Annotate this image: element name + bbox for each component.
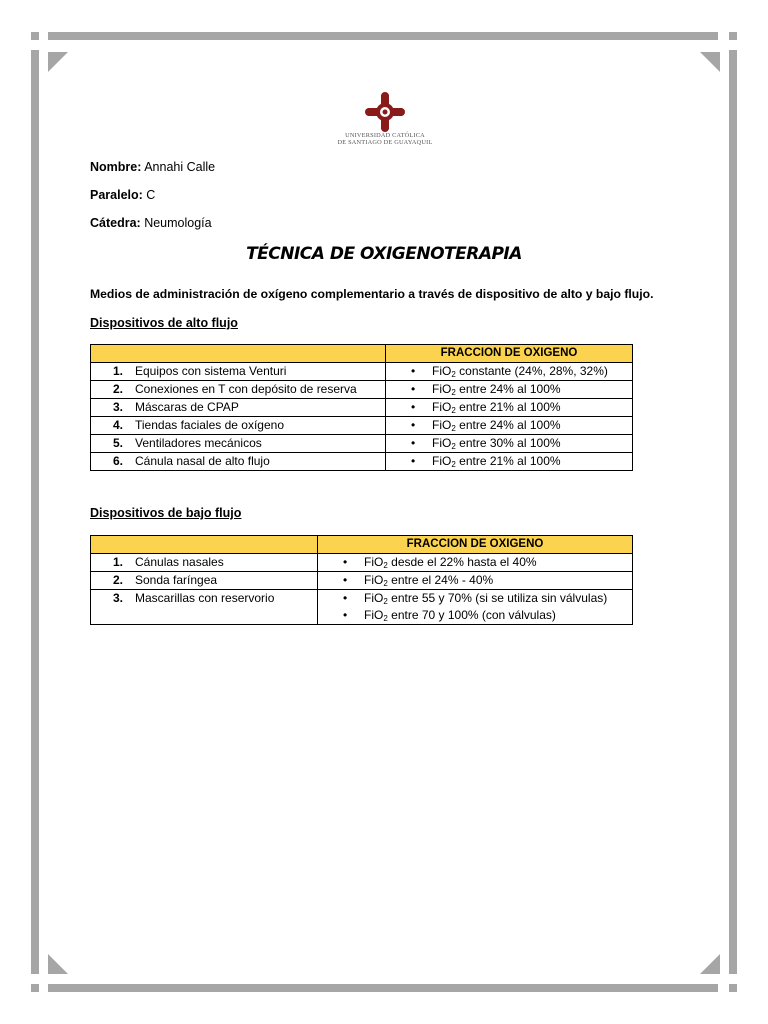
frame-triangle-tr — [700, 52, 720, 72]
fio-subscript: 2 — [383, 561, 388, 570]
fraction-cell — [386, 399, 633, 417]
fio-prefix: FiO — [432, 400, 452, 414]
fio-prefix: FiO — [432, 364, 452, 378]
document-title: TÉCNICA DE OXIGENOTERAPIA — [246, 244, 522, 264]
table-row — [91, 554, 633, 572]
fio-text: entre 21% al 100% — [459, 454, 561, 468]
fio-subscript: 2 — [451, 406, 456, 415]
table-row — [91, 381, 633, 399]
bullet-icon: • — [411, 400, 416, 414]
fraction-cell — [318, 554, 633, 572]
frame-bottom — [48, 984, 718, 992]
university-logo — [330, 92, 440, 150]
catedra-value: Neumología — [144, 216, 212, 230]
fio-prefix: FiO — [364, 608, 384, 622]
frame-corner-tl — [31, 32, 39, 40]
fio-text: entre 55 y 70% (si se utiliza sin válvulas) — [391, 591, 608, 605]
bullet-icon: • — [343, 591, 348, 605]
fio-value — [343, 591, 607, 605]
table-alto-flujo — [90, 344, 633, 471]
device-name: Mascarillas con reservorio — [135, 591, 275, 605]
fio-prefix: FiO — [432, 418, 452, 432]
fio-value — [411, 382, 561, 396]
paralelo-label: Paralelo: — [90, 188, 143, 202]
fio-prefix: FiO — [432, 454, 452, 468]
device-cell — [91, 381, 386, 399]
row-number: 3. — [113, 591, 124, 605]
field-catedra — [90, 216, 212, 230]
fraction-cell — [386, 435, 633, 453]
frame-right — [729, 50, 737, 974]
table-row — [91, 590, 633, 625]
frame-triangle-bl — [48, 954, 68, 974]
device-cell — [91, 453, 386, 471]
fio-value — [411, 436, 561, 450]
fio-subscript: 2 — [451, 388, 456, 397]
row-number: 4. — [113, 418, 124, 432]
bullet-icon: • — [343, 573, 348, 587]
device-name: Conexiones en T con depósito de reserva — [135, 382, 357, 396]
device-cell — [91, 435, 386, 453]
bullet-icon: • — [411, 436, 416, 450]
cross-emblem-icon — [365, 92, 405, 132]
section-alto-flujo: Dispositivos de alto flujo — [90, 316, 238, 330]
fio-prefix: FiO — [432, 382, 452, 396]
table-header-row — [91, 536, 633, 554]
row-number: 2. — [113, 573, 124, 587]
fio-prefix: FiO — [364, 573, 384, 587]
bullet-icon: • — [411, 418, 416, 432]
fio-prefix: FiO — [432, 436, 452, 450]
header-empty-cell — [91, 345, 386, 363]
device-name: Tiendas faciales de oxígeno — [135, 418, 284, 432]
table-row — [91, 453, 633, 471]
fraction-cell — [386, 381, 633, 399]
fio-text: constante (24%, 28%, 32%) — [459, 364, 608, 378]
intro-text: Medios de administración de oxígeno complementario a través de dispositivo de alto y bajo flujo. — [90, 287, 654, 301]
row-number: 5. — [113, 436, 124, 450]
fraction-cell — [386, 453, 633, 471]
field-paralelo — [90, 188, 155, 202]
table-row — [91, 363, 633, 381]
device-cell — [91, 363, 386, 381]
bullet-icon: • — [343, 555, 348, 569]
fio-subscript: 2 — [383, 614, 388, 623]
device-cell — [91, 554, 318, 572]
fraction-cell — [318, 590, 633, 625]
fio-subscript: 2 — [451, 442, 456, 451]
bullet-icon: • — [411, 382, 416, 396]
header-fraccion: FRACCION DE OXIGENO — [386, 345, 633, 363]
fio-text: entre 30% al 100% — [459, 436, 561, 450]
table-bajo-flujo — [90, 535, 633, 625]
fio-text: desde el 22% hasta el 40% — [391, 555, 537, 569]
bullet-icon: • — [343, 608, 348, 622]
field-nombre — [90, 160, 215, 174]
fio-subscript: 2 — [451, 460, 456, 469]
frame-top — [48, 32, 718, 40]
header-empty-cell — [91, 536, 318, 554]
device-name: Cánulas nasales — [135, 555, 224, 569]
fraction-cell — [386, 363, 633, 381]
device-name: Ventiladores mecánicos — [135, 436, 262, 450]
device-cell — [91, 417, 386, 435]
bullet-icon: • — [411, 454, 416, 468]
fraction-cell — [386, 417, 633, 435]
fio-text: entre 24% al 100% — [459, 418, 561, 432]
fio-value — [343, 573, 493, 587]
fio-value — [411, 454, 561, 468]
row-number: 6. — [113, 454, 124, 468]
fio-prefix: FiO — [364, 591, 384, 605]
logo-text-line1: UNIVERSIDAD CATÓLICA — [345, 132, 425, 139]
frame-corner-bl — [31, 984, 39, 992]
bullet-icon: • — [411, 364, 416, 378]
header-fraccion: FRACCION DE OXIGENO — [318, 536, 633, 554]
frame-corner-br — [729, 984, 737, 992]
table-row — [91, 572, 633, 590]
table-row — [91, 435, 633, 453]
fio-subscript: 2 — [383, 579, 388, 588]
catedra-label: Cátedra: — [90, 216, 141, 230]
row-number: 1. — [113, 364, 124, 378]
fio-value — [411, 364, 608, 378]
nombre-label: Nombre: — [90, 160, 142, 174]
device-name: Equipos con sistema Venturi — [135, 364, 287, 378]
device-name: Sonda faríngea — [135, 573, 218, 587]
device-cell — [91, 590, 318, 625]
frame-corner-tr — [729, 32, 737, 40]
frame-triangle-br — [700, 954, 720, 974]
row-number: 3. — [113, 400, 124, 414]
fio-value — [343, 608, 556, 622]
row-number: 1. — [113, 555, 124, 569]
fio-prefix: FiO — [364, 555, 384, 569]
table-row — [91, 399, 633, 417]
frame-triangle-tl — [48, 52, 68, 72]
device-name: Cánula nasal de alto flujo — [135, 454, 270, 468]
device-cell — [91, 572, 318, 590]
device-cell — [91, 399, 386, 417]
row-number: 2. — [113, 382, 124, 396]
device-name: Máscaras de CPAP — [135, 400, 239, 414]
fio-text: entre 24% al 100% — [459, 382, 561, 396]
table-header-row — [91, 345, 633, 363]
fraction-cell — [318, 572, 633, 590]
table-row — [91, 417, 633, 435]
logo-text-line2: DE SANTIAGO DE GUAYAQUIL — [337, 139, 433, 146]
fio-text: entre el 24% - 40% — [391, 573, 494, 587]
fio-subscript: 2 — [451, 424, 456, 433]
fio-value — [343, 555, 537, 569]
frame-left — [31, 50, 39, 974]
fio-subscript: 2 — [383, 597, 388, 606]
section-bajo-flujo: Dispositivos de bajo flujo — [90, 506, 242, 520]
fio-value — [411, 418, 561, 432]
fio-subscript: 2 — [451, 370, 456, 379]
nombre-value: Annahi Calle — [144, 160, 216, 174]
paralelo-value: C — [146, 188, 156, 202]
fio-text: entre 21% al 100% — [459, 400, 561, 414]
fio-value — [411, 400, 561, 414]
fio-text: entre 70 y 100% (con válvulas) — [391, 608, 556, 622]
